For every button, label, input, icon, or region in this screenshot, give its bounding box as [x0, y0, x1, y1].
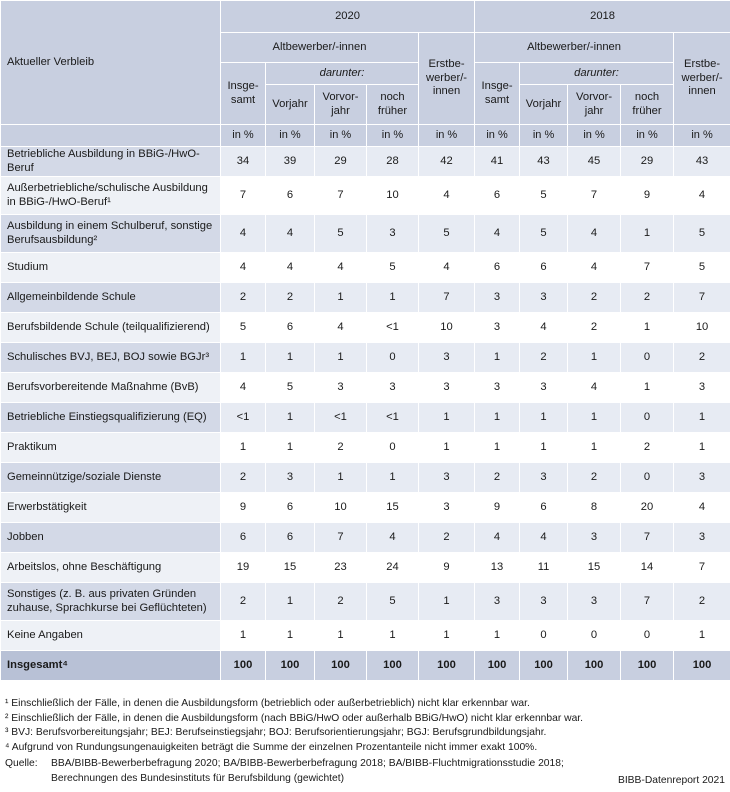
unit-cell: in % [621, 125, 674, 147]
value-cell: 29 [315, 147, 367, 177]
table-row [1, 553, 730, 583]
value-cell: 6 [221, 523, 266, 553]
value-cell: 3 [475, 373, 520, 403]
unit-cell: in % [475, 125, 520, 147]
table-row [1, 493, 730, 523]
value-cell: 1 [419, 403, 475, 433]
unit-cell: in % [419, 125, 475, 147]
row-label: Betriebliche Ausbildung in BBiG-/HwO-Beruf [1, 147, 221, 177]
value-cell: 5 [674, 253, 730, 283]
row-label: Schulisches BVJ, BEJ, BOJ sowie BGJr³ [1, 343, 221, 373]
value-cell: 24 [367, 553, 419, 583]
total-cell: 100 [520, 651, 568, 681]
table-row [1, 621, 730, 651]
value-cell: <1 [367, 403, 419, 433]
total-cell: 100 [475, 651, 520, 681]
value-cell: 8 [568, 493, 621, 523]
row-label: Keine Angaben [1, 621, 221, 651]
row-label: Außerbetriebliche/schulische Ausbildung in BBiG-/HwO-Beruf¹ [1, 177, 221, 215]
table-row [1, 283, 730, 313]
value-cell: 3 [520, 463, 568, 493]
row-label: Berufsvorbereitende Maßnahme (BvB) [1, 373, 221, 403]
value-cell: 6 [266, 493, 315, 523]
value-cell: 4 [568, 373, 621, 403]
value-cell: 7 [568, 177, 621, 215]
row-label: Arbeitslos, ohne Beschäftigung [1, 553, 221, 583]
value-cell: <1 [315, 403, 367, 433]
value-cell: 2 [266, 283, 315, 313]
table-row [1, 583, 730, 621]
value-cell: 0 [367, 433, 419, 463]
total-cell: 100 [315, 651, 367, 681]
value-cell: 20 [621, 493, 674, 523]
value-cell: 7 [621, 253, 674, 283]
value-cell: 5 [315, 215, 367, 253]
table-row [1, 523, 730, 553]
value-cell: 6 [520, 493, 568, 523]
value-cell: 4 [568, 215, 621, 253]
value-cell: 1 [621, 373, 674, 403]
total-cell: 100 [367, 651, 419, 681]
value-cell: 7 [621, 583, 674, 621]
value-cell: 0 [621, 343, 674, 373]
value-cell: 0 [621, 463, 674, 493]
value-cell: 1 [221, 621, 266, 651]
sub-header: Vorjahr [266, 85, 315, 125]
value-cell: 7 [315, 523, 367, 553]
source-line: BBA/BIBB-Bewerberbefragung 2020; BA/BIBB-Bewerberbefragung 2018; BA/BIBB-Fluchtmigrationsstudie 2018; [51, 758, 564, 770]
value-cell: 7 [674, 283, 730, 313]
value-cell: 1 [266, 433, 315, 463]
value-cell: 1 [367, 283, 419, 313]
table-row [1, 313, 730, 343]
table-row [1, 373, 730, 403]
first-applicants-header-2020: Erstbe-werber/-innen [419, 33, 475, 125]
value-cell: 6 [266, 177, 315, 215]
value-cell: 4 [475, 215, 520, 253]
value-cell: 3 [367, 373, 419, 403]
unit-cell: in % [266, 125, 315, 147]
unit-cell: in % [221, 125, 266, 147]
value-cell: 4 [266, 253, 315, 283]
value-cell: 3 [266, 463, 315, 493]
value-cell: 43 [674, 147, 730, 177]
unit-cell: in % [367, 125, 419, 147]
unit-cell: in % [674, 125, 730, 147]
value-cell: 3 [568, 583, 621, 621]
notes-block [5, 697, 725, 787]
value-cell: 1 [419, 583, 475, 621]
sub-header: Vorjahr [520, 85, 568, 125]
value-cell: 3 [520, 583, 568, 621]
value-cell: 1 [568, 403, 621, 433]
unit-row-spacer [1, 125, 221, 147]
value-cell: 1 [674, 621, 730, 651]
value-cell: 5 [520, 177, 568, 215]
among-header-2018: darunter: [520, 63, 674, 85]
value-cell: 2 [674, 583, 730, 621]
value-cell: 15 [266, 553, 315, 583]
value-cell: 1 [419, 433, 475, 463]
value-cell: 7 [419, 283, 475, 313]
value-cell: 9 [475, 493, 520, 523]
value-cell: 4 [266, 215, 315, 253]
value-cell: 19 [221, 553, 266, 583]
value-cell: 3 [674, 373, 730, 403]
total-cell: 100 [221, 651, 266, 681]
value-cell: <1 [221, 403, 266, 433]
value-cell: 0 [621, 403, 674, 433]
value-cell: 1 [568, 343, 621, 373]
value-cell: 1 [621, 215, 674, 253]
unit-cell: in % [568, 125, 621, 147]
value-cell: 1 [315, 463, 367, 493]
total-header-2020: Insge-samt [221, 63, 266, 125]
value-cell: 4 [520, 313, 568, 343]
total-cell: 100 [674, 651, 730, 681]
value-cell: 1 [315, 621, 367, 651]
value-cell: 43 [520, 147, 568, 177]
value-cell: 10 [315, 493, 367, 523]
value-cell: 4 [674, 177, 730, 215]
value-cell: 4 [419, 253, 475, 283]
value-cell: 1 [621, 313, 674, 343]
value-cell: 2 [674, 343, 730, 373]
value-cell: 34 [221, 147, 266, 177]
value-cell: 4 [475, 523, 520, 553]
source-label: Quelle: [5, 758, 38, 770]
row-label: Praktikum [1, 433, 221, 463]
value-cell: <1 [367, 313, 419, 343]
value-cell: 4 [419, 177, 475, 215]
value-cell: 29 [621, 147, 674, 177]
among-header-2020: darunter: [266, 63, 419, 85]
value-cell: 5 [520, 215, 568, 253]
value-cell: 1 [367, 621, 419, 651]
value-cell: 1 [266, 583, 315, 621]
value-cell: 7 [221, 177, 266, 215]
value-cell: 6 [475, 253, 520, 283]
value-cell: 3 [315, 373, 367, 403]
value-cell: 1 [520, 403, 568, 433]
value-cell: 1 [266, 343, 315, 373]
sub-header: noch früher [367, 85, 419, 125]
table-row [1, 253, 730, 283]
value-cell: 2 [315, 433, 367, 463]
value-cell: 4 [315, 253, 367, 283]
value-cell: 10 [674, 313, 730, 343]
value-cell: 6 [266, 523, 315, 553]
value-cell: 23 [315, 553, 367, 583]
value-cell: 9 [221, 493, 266, 523]
value-cell: 1 [520, 433, 568, 463]
row-label: Erwerbstätigkeit [1, 493, 221, 523]
year-header-2020: 2020 [221, 1, 475, 33]
value-cell: 4 [367, 523, 419, 553]
value-cell: 3 [367, 215, 419, 253]
total-cell: 100 [568, 651, 621, 681]
value-cell: 41 [475, 147, 520, 177]
group-header-2020: Altbewerber/-innen [221, 33, 419, 63]
value-cell: 7 [315, 177, 367, 215]
footnote: ³ BVJ: Berufsvorbereitungsjahr; BEJ: Berufseinstiegsjahr; BOJ: Berufsorientierungsjahr; BGJ: Berufsgrundbildungsjahr. [5, 727, 547, 739]
value-cell: 2 [568, 313, 621, 343]
value-cell: 2 [419, 523, 475, 553]
table-row [1, 463, 730, 493]
value-cell: 39 [266, 147, 315, 177]
value-cell: 4 [520, 523, 568, 553]
sub-header: noch früher [621, 85, 674, 125]
value-cell: 1 [367, 463, 419, 493]
value-cell: 3 [419, 343, 475, 373]
value-cell: 0 [621, 621, 674, 651]
footnote: ¹ Einschließlich der Fälle, in denen die Ausbildungsform (betrieblich oder außerbetrieblich) nicht klar erkennbar war. [5, 698, 530, 709]
value-cell: 15 [367, 493, 419, 523]
value-cell: 2 [315, 583, 367, 621]
value-cell: 1 [475, 433, 520, 463]
value-cell: 1 [475, 343, 520, 373]
value-cell: 1 [674, 433, 730, 463]
total-row [1, 651, 730, 681]
value-cell: 9 [621, 177, 674, 215]
value-cell: 2 [221, 283, 266, 313]
value-cell: 4 [315, 313, 367, 343]
value-cell: 3 [419, 373, 475, 403]
value-cell: 7 [621, 523, 674, 553]
row-label: Studium [1, 253, 221, 283]
value-cell: 3 [568, 523, 621, 553]
table-row [1, 343, 730, 373]
value-cell: 1 [674, 403, 730, 433]
value-cell: 13 [475, 553, 520, 583]
table-row [1, 215, 730, 253]
value-cell: 1 [315, 283, 367, 313]
value-cell: 4 [568, 253, 621, 283]
value-cell: 3 [475, 313, 520, 343]
value-cell: 0 [568, 621, 621, 651]
value-cell: 6 [266, 313, 315, 343]
value-cell: 1 [568, 433, 621, 463]
value-cell: 2 [221, 463, 266, 493]
row-label: Berufsbildende Schule (teilqualifizierend) [1, 313, 221, 343]
value-cell: 3 [419, 463, 475, 493]
value-cell: 10 [367, 177, 419, 215]
value-cell: 5 [367, 583, 419, 621]
value-cell: 1 [266, 403, 315, 433]
total-label: Insgesamt⁴ [1, 651, 221, 681]
value-cell: 6 [520, 253, 568, 283]
unit-cell: in % [315, 125, 367, 147]
value-cell: 3 [674, 523, 730, 553]
value-cell: 28 [367, 147, 419, 177]
value-cell: 1 [221, 433, 266, 463]
source-line: Berechnungen des Bundesinstituts für Berufsbildung (gewichtet) [51, 772, 345, 784]
value-cell: 3 [475, 283, 520, 313]
value-cell: 1 [419, 621, 475, 651]
first-applicants-header-2018: Erstbe-werber/-innen [674, 33, 730, 125]
table-row [1, 403, 730, 433]
value-cell: 3 [520, 373, 568, 403]
value-cell: 42 [419, 147, 475, 177]
value-cell: 2 [221, 583, 266, 621]
year-header-2018: 2018 [475, 1, 730, 33]
row-header: Aktueller Verbleib [1, 1, 221, 125]
row-label: Ausbildung in einem Schulberuf, sonstige Berufsausbildung² [1, 215, 221, 253]
row-label: Gemeinnützige/soziale Dienste [1, 463, 221, 493]
value-cell: 15 [568, 553, 621, 583]
sub-header: Vorvor-jahr [568, 85, 621, 125]
value-cell: 7 [674, 553, 730, 583]
unit-cell: in % [520, 125, 568, 147]
footnote: ² Einschließlich der Fälle, in denen die Ausbildungsform (nach BBiG/HwO oder außerhalb BBiG/HwO) nicht klar erkennbar war. [5, 712, 584, 724]
value-cell: 9 [419, 553, 475, 583]
value-cell: 3 [475, 583, 520, 621]
value-cell: 10 [419, 313, 475, 343]
value-cell: 5 [221, 313, 266, 343]
value-cell: 2 [475, 463, 520, 493]
value-cell: 5 [674, 215, 730, 253]
value-cell: 2 [568, 283, 621, 313]
table-row [1, 177, 730, 215]
value-cell: 4 [221, 373, 266, 403]
row-label: Allgemeinbildende Schule [1, 283, 221, 313]
value-cell: 2 [621, 283, 674, 313]
footnote: ⁴ Aufgrund von Rundungsungenauigkeiten beträgt die Summe der einzelnen Prozentanteile nicht immer exakt 100%. [5, 741, 538, 753]
value-cell: 1 [266, 621, 315, 651]
value-cell: 1 [315, 343, 367, 373]
row-label: Sonstiges (z. B. aus privaten Gründen zuhause, Sprachkurse bei Geflüchteten) [1, 583, 221, 621]
value-cell: 4 [674, 493, 730, 523]
value-cell: 5 [367, 253, 419, 283]
value-cell: 4 [221, 253, 266, 283]
value-cell: 4 [221, 215, 266, 253]
table-row [1, 433, 730, 463]
total-cell: 100 [266, 651, 315, 681]
value-cell: 0 [520, 621, 568, 651]
total-cell: 100 [621, 651, 674, 681]
row-label: Jobben [1, 523, 221, 553]
value-cell: 2 [520, 343, 568, 373]
value-cell: 3 [419, 493, 475, 523]
value-cell: 1 [221, 343, 266, 373]
value-cell: 3 [674, 463, 730, 493]
group-header-2018: Altbewerber/-innen [475, 33, 674, 63]
value-cell: 1 [475, 403, 520, 433]
value-cell: 5 [266, 373, 315, 403]
value-cell: 3 [520, 283, 568, 313]
table-row [1, 147, 730, 177]
value-cell: 2 [568, 463, 621, 493]
row-label: Betriebliche Einstiegsqualifizierung (EQ) [1, 403, 221, 433]
total-cell: 100 [419, 651, 475, 681]
value-cell: 1 [475, 621, 520, 651]
value-cell: 6 [475, 177, 520, 215]
report-label: BIBB-Datenreport 2021 [617, 775, 725, 786]
value-cell: 0 [367, 343, 419, 373]
value-cell: 11 [520, 553, 568, 583]
value-cell: 5 [419, 215, 475, 253]
value-cell: 2 [621, 433, 674, 463]
value-cell: 45 [568, 147, 621, 177]
value-cell: 14 [621, 553, 674, 583]
sub-header: Vorvor-jahr [315, 85, 367, 125]
total-header-2018: Insge-samt [475, 63, 520, 125]
